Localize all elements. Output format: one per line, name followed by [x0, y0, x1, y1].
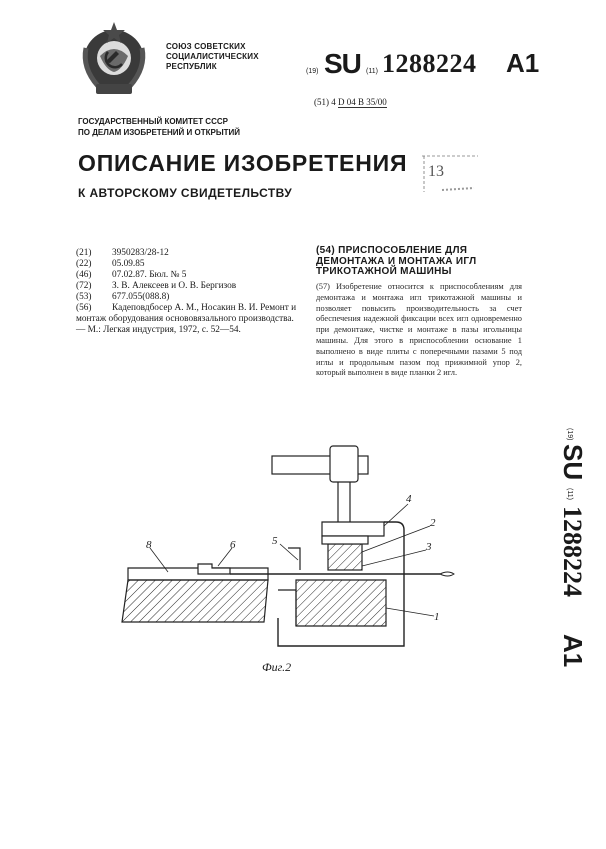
- svg-text:SU: SU: [558, 444, 588, 481]
- ipc-class: D 04 B 35/00: [338, 97, 387, 107]
- label-6: 6: [230, 539, 236, 551]
- svg-text:A1: A1: [558, 634, 588, 668]
- label-2: 2: [430, 517, 436, 529]
- stamp-number: 13: [428, 163, 444, 180]
- committee-line: ПО ДЕЛАМ ИЗОБРЕТЕНИЙ И ОТКРЫТИЙ: [78, 128, 241, 137]
- country-code: SU: [324, 48, 361, 79]
- biblio-row: (53) 677.055(088.8): [76, 292, 170, 302]
- label-1: 1: [434, 611, 440, 623]
- committee-name: [78, 116, 240, 138]
- biblio-row: (21) 3950283/28-12: [76, 248, 169, 258]
- label-8: 8: [146, 539, 152, 551]
- org-name: [166, 42, 259, 72]
- code-11: (11): [366, 68, 378, 75]
- kind-code: A1: [506, 48, 540, 78]
- biblio-row: (22) 05.09.85: [76, 259, 145, 269]
- org-line: СОЦИАЛИСТИЧЕСКИХ: [166, 52, 259, 61]
- patent-number: 1288224: [382, 49, 477, 78]
- committee-line: ГОСУДАРСТВЕННЫЙ КОМИТЕТ СССР: [78, 117, 228, 126]
- vertical-publication-number: [524, 424, 594, 684]
- library-stamp: [418, 152, 482, 198]
- ipc-prefix: (51) 4: [314, 97, 336, 107]
- biblio-row: (46) 07.02.87. Бюл. № 5: [76, 270, 187, 280]
- figure-caption: Фиг.2: [262, 660, 292, 674]
- document-subtitle: К АВТОРСКОМУ СВИДЕТЕЛЬСТВУ: [78, 186, 293, 200]
- org-line: РЕСПУБЛИК: [166, 62, 217, 71]
- abstract: (57) Изобретение относится к приспособлениям для демонтажа и монтажа игл трикотажной машины и позволяет повысить производительность за счет обеспечения надежной фиксации всех игл одновременно при демонтаже, чистке и монтаже в пазы игольницы машины. Для этого в приспособлении основание 1 выполнено в виде плиты с поперечными пазами 5 под иглы и продольным пазом под прижимной упор 2, который выполнен в виде планки 2 игл.: [316, 282, 523, 378]
- code-19: (19): [306, 68, 319, 75]
- label-5: 5: [272, 535, 278, 547]
- reference-citation: (56) Кадеповдбосер А. М., Носакин В. И. Ремонт и монтаж оборудования основовязального производства. — М.: Легкая индустрия, 1972, с. 52—54.: [76, 303, 297, 335]
- org-line: СОЮЗ СОВЕТСКИХ: [166, 42, 246, 51]
- svg-text:(11): (11): [566, 488, 573, 500]
- label-3: 3: [426, 541, 432, 553]
- svg-text:1288224: 1288224: [558, 506, 587, 597]
- svg-text:(19): (19): [566, 428, 573, 441]
- technical-drawing: [100, 440, 500, 680]
- label-4: 4: [406, 493, 412, 505]
- bibliographic-data: [76, 248, 298, 336]
- biblio-row: (72) З. В. Алексеев и О. В. Бергизов: [76, 281, 237, 291]
- document-title: ОПИСАНИЕ ИЗОБРЕТЕНИЯ: [78, 150, 408, 176]
- ipc-classification: [314, 97, 387, 107]
- invention-title: (54) ПРИСПОСОБЛЕНИЕ ДЛЯ ДЕМОНТАЖА И МОНТАЖА ИГЛ ТРИКОТАЖНОЙ МАШИНЫ: [316, 245, 477, 277]
- ussr-emblem: [72, 18, 156, 102]
